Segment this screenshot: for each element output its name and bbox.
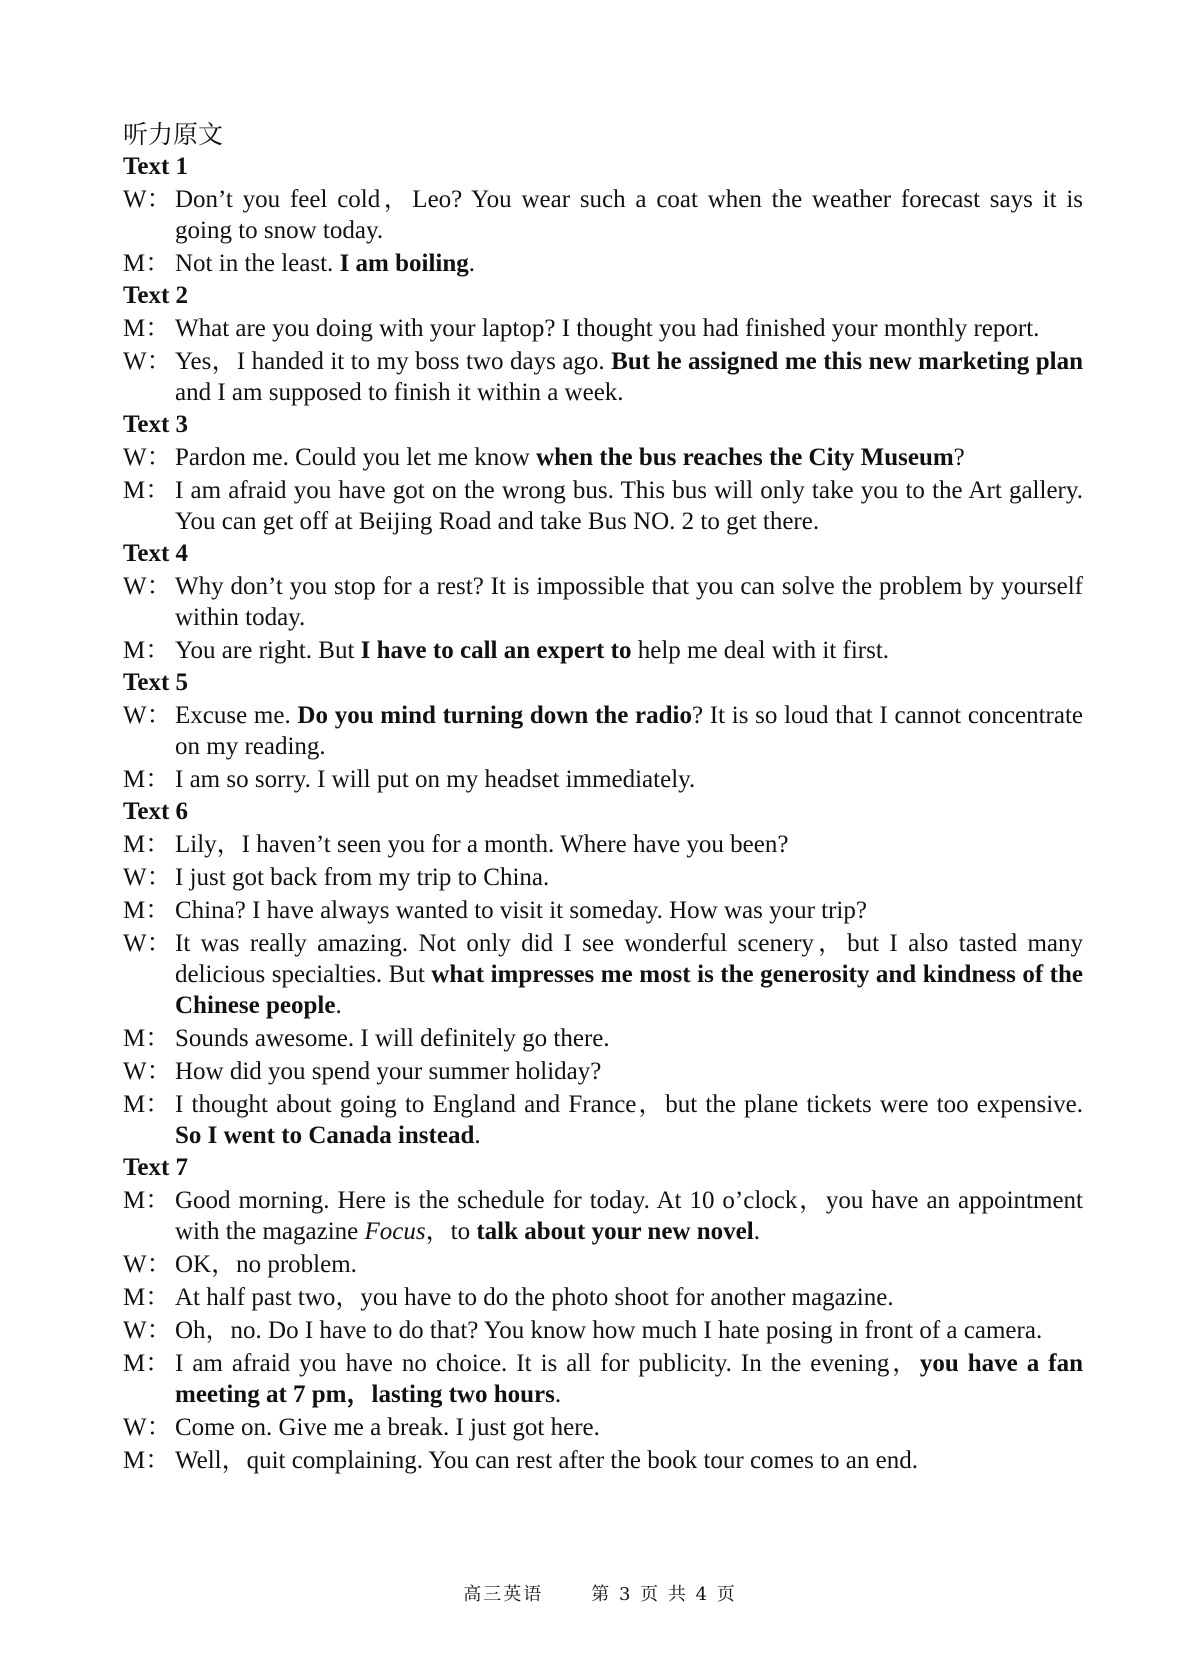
dialogue-text: Don’t you feel cold，Leo? You wear such a coat when the weather forecast says it is going to snow today. xyxy=(175,186,1083,244)
dialogue-text: . xyxy=(554,1381,562,1408)
dialogue-text: OK，no problem. xyxy=(175,1251,357,1278)
dialogue-text: . xyxy=(474,1122,481,1149)
footer-subject: 高三英语 xyxy=(463,1584,544,1605)
section-heading: Text 1 xyxy=(123,153,189,180)
dialogue-line xyxy=(123,1249,1083,1280)
dialogue-text: Come on. Give me a break. I just got here. xyxy=(175,1414,600,1441)
dialogue-text: . xyxy=(753,1218,760,1245)
dialogue-text: help me deal with it first. xyxy=(631,637,890,664)
dialogue-text: Sounds awesome. I will definitely go there. xyxy=(175,1025,610,1052)
dialogue-line xyxy=(123,1282,1083,1313)
speaker-label: W： xyxy=(123,573,172,600)
dialogue-text: . xyxy=(468,250,476,277)
dialogue-text: I am afraid you have no choice. It is all for publicity. In the evening， xyxy=(175,1350,920,1377)
page-title: 听力原文 xyxy=(123,120,224,149)
dialogue-text: Why don’t you stop for a rest? It is impossible that you can solve the problem by yourself within today. xyxy=(175,573,1083,631)
speaker-label: M： xyxy=(123,1025,171,1052)
speaker-label: M： xyxy=(123,637,171,664)
dialogue-line xyxy=(123,1445,1083,1476)
speaker-label: M： xyxy=(123,315,171,342)
dialogue-text: Yes，I handed it to my boss two days ago. xyxy=(175,348,612,375)
speaker-label: W： xyxy=(123,444,172,471)
dialogue-text: and I am supposed to finish it within a week. xyxy=(175,379,624,406)
dialogue-text: Good morning. Here is the schedule for today. At 10 o’clock，you have an appointment with the magazine xyxy=(175,1187,1083,1245)
dialogue-line xyxy=(123,248,1083,279)
key-phrase: So I went to Canada instead xyxy=(175,1122,475,1149)
dialogue-text: ? xyxy=(953,444,965,471)
dialogue-line xyxy=(123,829,1083,860)
dialogue-text: Not in the least. xyxy=(175,250,340,277)
dialogue-line xyxy=(123,928,1083,1021)
dialogue-text: How did you spend your summer holiday? xyxy=(175,1058,602,1085)
dialogue-text: ，to xyxy=(425,1218,477,1245)
speaker-label: M： xyxy=(123,831,171,858)
dialogue-text: Lily，I haven’t seen you for a month. Where have you been? xyxy=(175,831,789,858)
dialogue-text: Excuse me. xyxy=(175,702,298,729)
italic-text: Focus xyxy=(364,1218,426,1245)
key-phrase: I am boiling xyxy=(339,250,469,277)
dialogue-line xyxy=(123,895,1083,926)
dialogue-text: I thought about going to England and France，but the plane tickets were too expensive. xyxy=(175,1091,1083,1118)
dialogue-text: I am so sorry. I will put on my headset immediately. xyxy=(175,766,696,793)
speaker-label: M： xyxy=(123,1447,171,1474)
dialogue-text: What are you doing with your laptop? I thought you had finished your monthly report. xyxy=(175,315,1040,342)
dialogue-text: I just got back from my trip to China. xyxy=(175,864,550,891)
section-heading: Text 7 xyxy=(123,1154,189,1181)
key-phrase: what impresses me most is the generosity and kindness of the Chinese people xyxy=(175,961,1083,1019)
dialogue-line xyxy=(123,313,1083,344)
section-heading: Text 4 xyxy=(123,540,189,567)
dialogue-line xyxy=(123,346,1083,408)
section-heading: Text 6 xyxy=(123,798,189,825)
section-heading: Text 5 xyxy=(123,669,189,696)
dialogue-text: At half past two，you have to do the photo shoot for another magazine. xyxy=(175,1284,894,1311)
dialogue-text: Oh，no. Do I have to do that? You know how much I hate posing in front of a camera. xyxy=(175,1317,1043,1344)
speaker-label: W： xyxy=(123,702,172,729)
dialogue-line xyxy=(123,571,1083,633)
speaker-label: M： xyxy=(123,1091,171,1118)
footer-page-number: 第 3 页 共 4 页 xyxy=(591,1584,737,1605)
section-heading: Text 3 xyxy=(123,411,189,438)
speaker-label: W： xyxy=(123,1251,172,1278)
speaker-label: W： xyxy=(123,1317,172,1344)
dialogue-line xyxy=(123,1315,1083,1346)
speaker-label: W： xyxy=(123,186,172,213)
key-phrase: But he assigned me this new marketing plan xyxy=(611,348,1083,375)
speaker-label: W： xyxy=(123,864,172,891)
key-phrase: Do you mind turning down the radio xyxy=(297,702,692,729)
dialogue-text: Pardon me. Could you let me know xyxy=(175,444,537,471)
dialogue-line xyxy=(123,442,1083,473)
dialogue-text: You are right. But xyxy=(175,637,361,664)
dialogue-line xyxy=(123,1348,1083,1410)
dialogue-line xyxy=(123,1185,1083,1247)
speaker-label: W： xyxy=(123,930,172,957)
speaker-label: W： xyxy=(123,1414,172,1441)
dialogue-text: I am afraid you have got on the wrong bus. This bus will only take you to the Art gallery. You can get off at Beijing Road and take Bus NO. 2 to get there. xyxy=(175,477,1083,535)
dialogue-text: It was really amazing. Not only did I see wonderful scenery，but I also tasted many delicious specialties. But xyxy=(175,930,1083,988)
speaker-label: M： xyxy=(123,1350,171,1377)
key-phrase: you have a fan meeting at 7 pm，lasting two hours xyxy=(175,1350,1083,1408)
dialogue-text: ? It is so loud that I cannot concentrate on my reading. xyxy=(175,702,1084,760)
dialogue-line xyxy=(123,1056,1083,1087)
key-phrase: I have to call an expert to xyxy=(360,637,632,664)
speaker-label: M： xyxy=(123,250,171,277)
speaker-label: M： xyxy=(123,1284,171,1311)
sections-container xyxy=(123,152,1083,1476)
page-footer xyxy=(0,1580,1200,1606)
speaker-label: W： xyxy=(123,1058,172,1085)
key-phrase: when the bus reaches the City Museum xyxy=(536,444,954,471)
speaker-label: M： xyxy=(123,1187,171,1214)
dialogue-text: Well，quit complaining. You can rest after the book tour comes to an end. xyxy=(175,1447,918,1474)
dialogue-line xyxy=(123,475,1083,537)
section-heading: Text 2 xyxy=(123,282,189,309)
dialogue-line xyxy=(123,700,1083,762)
speaker-label: M： xyxy=(123,477,171,504)
dialogue-line xyxy=(123,764,1083,795)
speaker-label: W： xyxy=(123,348,172,375)
dialogue-line xyxy=(123,1023,1083,1054)
speaker-label: M： xyxy=(123,897,171,924)
dialogue-text: . xyxy=(335,992,342,1019)
dialogue-line xyxy=(123,184,1083,246)
transcript-body xyxy=(123,118,1083,1478)
dialogue-line xyxy=(123,635,1083,666)
dialogue-line xyxy=(123,1412,1083,1443)
dialogue-line xyxy=(123,862,1083,893)
key-phrase: talk about your new novel xyxy=(476,1218,754,1245)
speaker-label: M： xyxy=(123,766,171,793)
dialogue-text: China? I have always wanted to visit it someday. How was your trip? xyxy=(175,897,867,924)
dialogue-line xyxy=(123,1089,1083,1151)
